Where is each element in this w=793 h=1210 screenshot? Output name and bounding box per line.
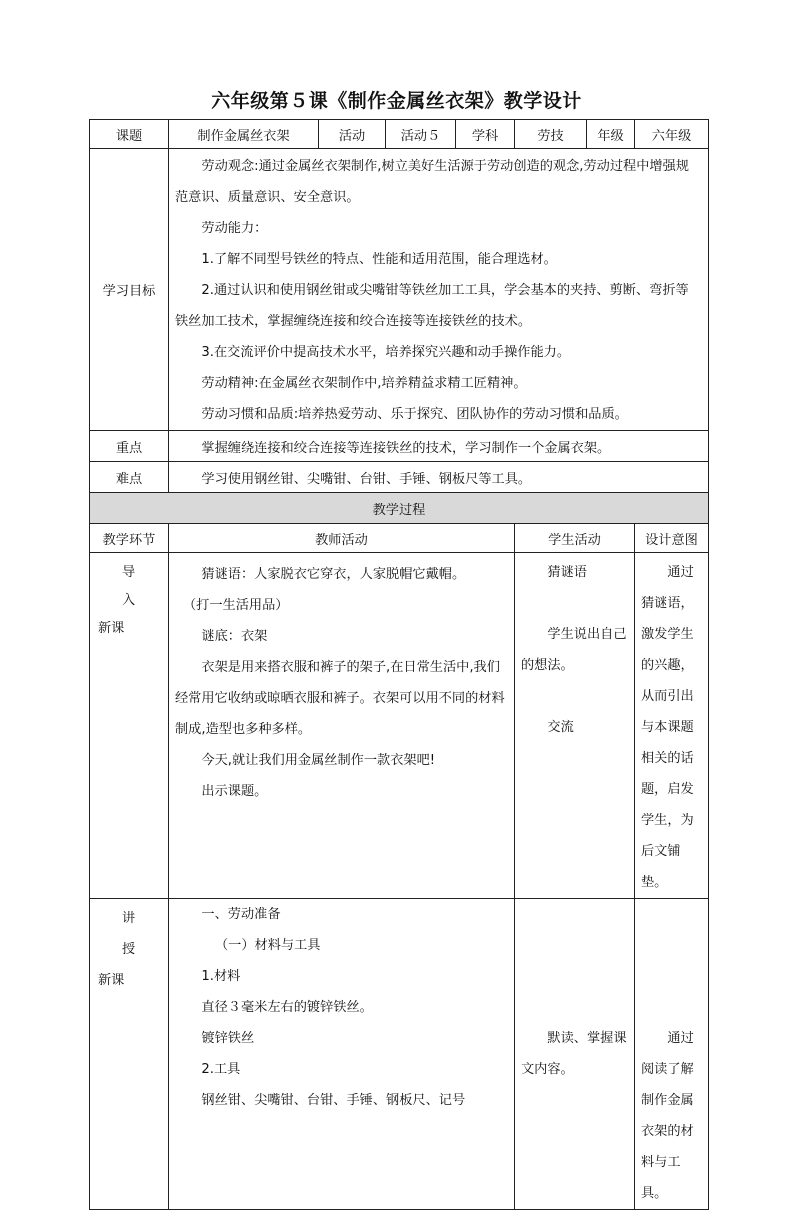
teach-teacher-line: 钢丝钳、尖嘴钳、台钳、手锤、钢板尺、记号 [201,1093,466,1108]
topic-value: 制作金属丝衣架 [169,120,319,149]
intro-teacher-line: 出示课题。 [201,784,268,799]
intro-teacher-line: 猜谜语：人家脱衣它穿衣，人家脱帽它戴帽。 [201,567,466,582]
column-header-intent: 设计意图 [635,524,709,553]
intro-teacher-line: 衣架是用来搭衣服和裤子的架子,在日常生活中,我们经常用它收纳或晾晒衣服和裤子。衣架可以用不同的材料制成,造型也多种多样。 [175,660,505,737]
grade-value: 六年级 [635,120,709,149]
header-row [90,120,709,149]
objective-line: 劳动观念:通过金属丝衣架制作,树立美好生活源于劳动创造的观念,劳动过程中增强规范意识、质量意识、安全意识。 [175,158,689,205]
grade-label: 年级 [587,120,635,149]
teach-stage-line2: 新课 [98,973,125,988]
teach-teacher-line: 镀锌铁丝 [201,1031,255,1046]
column-header-teacher: 教师活动 [169,524,515,553]
objective-line: 1.了解不同型号铁丝的特点、性能和适用范围，能合理选材。 [201,251,557,267]
objective-line: 劳动能力： [201,220,268,236]
subject-label: 学科 [456,120,515,149]
objective-line: 劳动习惯和品质:培养热爱劳动、乐于探究、团队协作的劳动习惯和品质。 [201,406,628,422]
intro-teacher-line: 今天,就让我们用金属丝制作一款衣架吧! [201,753,436,768]
teach-student: 默读、掌握课文内容。 [515,899,635,1210]
teach-intent: 通过阅读了解制作金属衣架的材料与工具。 [635,899,709,1210]
objective-line: 劳动精神:在金属丝衣架制作中,培养精益求精工匠精神。 [201,375,527,391]
key-point-row [90,431,709,462]
intro-intent: 通过猜谜语，激发学生的兴趣，从而引出与本课题相关的话题，启发学生，为后文铺垫。 [635,553,709,899]
teach-teacher-line: 2.工具 [201,1062,241,1077]
key-point-text: 掌握缠绕连接和绞合连接等连接铁丝的技术，学习制作一个金属衣架。 [169,431,709,462]
intro-stage [90,553,169,899]
subject-value: 劳技 [515,120,587,149]
teach-teacher-line: 1.材料 [201,969,241,984]
intro-student-1: 猜谜语 [547,565,587,580]
key-point-label: 重点 [90,431,169,462]
teach-teacher-line: 一、劳动准备 [201,907,281,922]
activity-value: 活动５ [386,120,456,149]
intro-teacher-line: 谜底：衣架 [201,629,268,644]
activity-label: 活动 [319,120,386,149]
objective-line: 2.通过认识和使用钢丝钳或尖嘴钳等铁丝加工工具，学会基本的夹持、剪断、弯折等铁丝加工技术，掌握缠绕连接和绞合连接等连接铁丝的技术。 [175,282,689,329]
intro-student [515,553,635,899]
teach-stage [90,899,169,1210]
teach-row [90,899,709,1210]
difficulty-row [90,462,709,493]
objective-line: 3.在交流评价中提高技术水平，培养探究兴趣和动手操作能力。 [201,344,571,360]
process-heading: 教学过程 [90,493,709,524]
lesson-plan-table [89,119,709,1210]
intro-student-2: 学生说出自己的想法。 [521,627,627,673]
objectives-label: 学习目标 [90,149,169,431]
intro-teacher [169,553,515,899]
difficulty-text: 学习使用钢丝钳、尖嘴钳、台钳、手锤、钢板尺等工具。 [169,462,709,493]
process-columns-row [90,524,709,553]
process-heading-row [90,493,709,524]
intro-student-3: 交流 [547,720,574,735]
intro-stage-line2: 新课 [98,621,125,636]
column-header-student: 学生活动 [515,524,635,553]
teach-teacher-line: 直径３毫米左右的镀锌铁丝。 [201,1000,373,1015]
intro-teacher-line: （打一生活用品） [183,598,289,613]
column-header-stage: 教学环节 [90,524,169,553]
teach-stage-line1: 讲 授 [122,911,150,957]
objectives-row [90,149,709,431]
intro-row [90,553,709,899]
intro-stage-line1: 导 入 [122,565,150,608]
teach-teacher [169,899,515,1210]
document-title: 六年级第５课《制作金属丝衣架》教学设计 [211,90,582,112]
objectives-content [169,149,709,431]
teach-teacher-line: （一）材料与工具 [215,938,321,953]
topic-label: 课题 [90,120,169,149]
difficulty-label: 难点 [90,462,169,493]
